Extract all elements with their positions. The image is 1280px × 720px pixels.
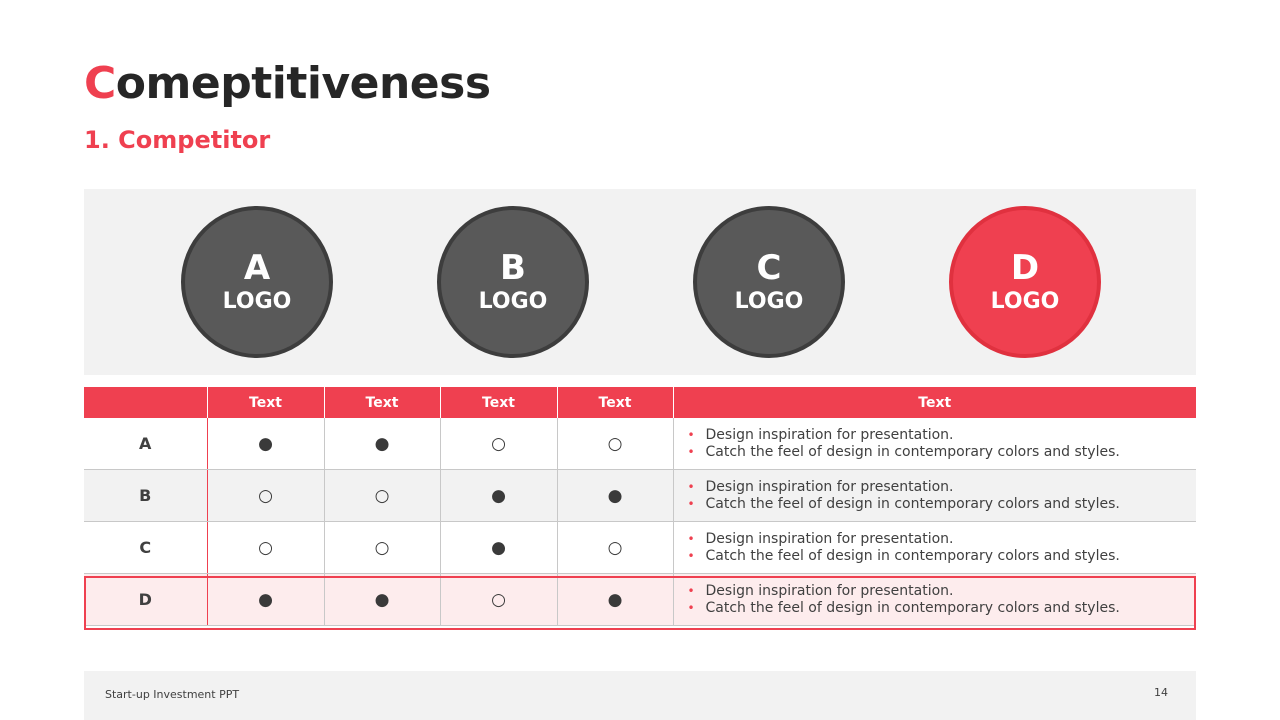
logo-word: LOGO xyxy=(734,289,804,314)
table-header-cell: Text xyxy=(324,387,440,418)
mark-cell xyxy=(207,418,324,470)
filled-circle-icon: ● xyxy=(258,589,273,610)
table-header-cell: Text xyxy=(207,387,324,418)
logo-word: LOGO xyxy=(478,289,548,314)
slide-title xyxy=(84,56,491,112)
description-bullet: • Design inspiration for presentation. xyxy=(688,427,1197,444)
mark-cell xyxy=(324,574,440,626)
title-first-letter: C xyxy=(84,58,116,109)
page-number: 14 xyxy=(1154,686,1168,699)
table-header-cell: Text xyxy=(440,387,557,418)
logo-circle-d xyxy=(949,206,1101,358)
footer xyxy=(84,671,1196,720)
row-label: D xyxy=(84,574,207,626)
logo-letter: D xyxy=(1010,248,1040,288)
table-header-cell: Text xyxy=(673,387,1196,418)
mark-cell xyxy=(557,522,673,574)
logo-letter: B xyxy=(500,248,526,288)
hollow-circle-icon: ○ xyxy=(374,485,390,506)
comparison-table xyxy=(84,387,1196,626)
mark-cell xyxy=(440,574,557,626)
logo-circle-c xyxy=(693,206,845,358)
footer-title: Start-up Investment PPT xyxy=(105,688,240,701)
description-bullet: • Catch the feel of design in contemporary colors and styles. xyxy=(688,444,1197,461)
logo-letter: A xyxy=(243,248,271,288)
hollow-circle-icon: ○ xyxy=(258,485,273,506)
mark-cell xyxy=(557,418,673,470)
mark-cell xyxy=(440,418,557,470)
description-bullet: • Design inspiration for presentation. xyxy=(688,583,1197,600)
mark-cell xyxy=(557,574,673,626)
filled-circle-icon: ● xyxy=(491,537,506,558)
filled-circle-icon: ● xyxy=(491,485,506,506)
table-row xyxy=(84,418,1196,470)
table-header-row xyxy=(84,387,1196,418)
hollow-circle-icon: ○ xyxy=(258,537,273,558)
hollow-circle-icon: ○ xyxy=(374,537,390,558)
table-row xyxy=(84,522,1196,574)
hollow-circle-icon: ○ xyxy=(607,433,623,454)
mark-cell xyxy=(324,418,440,470)
table-row xyxy=(84,470,1196,522)
filled-circle-icon: ● xyxy=(607,485,623,506)
mark-cell xyxy=(324,470,440,522)
title-rest: omeptitiveness xyxy=(115,58,491,109)
table-header-cell xyxy=(84,387,207,418)
mark-cell xyxy=(207,574,324,626)
filled-circle-icon: ● xyxy=(374,433,390,454)
description-bullet: • Catch the feel of design in contemporary colors and styles. xyxy=(688,548,1197,565)
table-header-cell: Text xyxy=(557,387,673,418)
description-cell xyxy=(673,574,1196,626)
mark-cell xyxy=(440,470,557,522)
logo-circle-b xyxy=(437,206,589,358)
filled-circle-icon: ● xyxy=(258,433,273,454)
description-cell xyxy=(673,522,1196,574)
hollow-circle-icon: ○ xyxy=(491,433,506,454)
mark-cell xyxy=(207,470,324,522)
row-label: A xyxy=(84,418,207,470)
description-bullet: • Design inspiration for presentation. xyxy=(688,531,1197,548)
description-bullet: • Catch the feel of design in contemporary colors and styles. xyxy=(688,496,1197,513)
description-bullet: • Design inspiration for presentation. xyxy=(688,479,1197,496)
hollow-circle-icon: ○ xyxy=(607,537,623,558)
description-cell xyxy=(673,470,1196,522)
table-row xyxy=(84,574,1196,626)
row-label: C xyxy=(84,522,207,574)
description-bullet: • Catch the feel of design in contemporary colors and styles. xyxy=(688,600,1197,617)
logo-word: LOGO xyxy=(222,289,292,314)
logo-band xyxy=(84,189,1196,375)
hollow-circle-icon: ○ xyxy=(491,589,506,610)
mark-cell xyxy=(324,522,440,574)
filled-circle-icon: ● xyxy=(374,589,390,610)
slide-subtitle: 1. Competitor xyxy=(84,126,271,154)
logo-word: LOGO xyxy=(990,289,1060,314)
row-label: B xyxy=(84,470,207,522)
filled-circle-icon: ● xyxy=(607,589,623,610)
description-cell xyxy=(673,418,1196,470)
mark-cell xyxy=(207,522,324,574)
logo-letter: C xyxy=(756,248,782,288)
mark-cell xyxy=(440,522,557,574)
mark-cell xyxy=(557,470,673,522)
logo-circle-a xyxy=(181,206,333,358)
